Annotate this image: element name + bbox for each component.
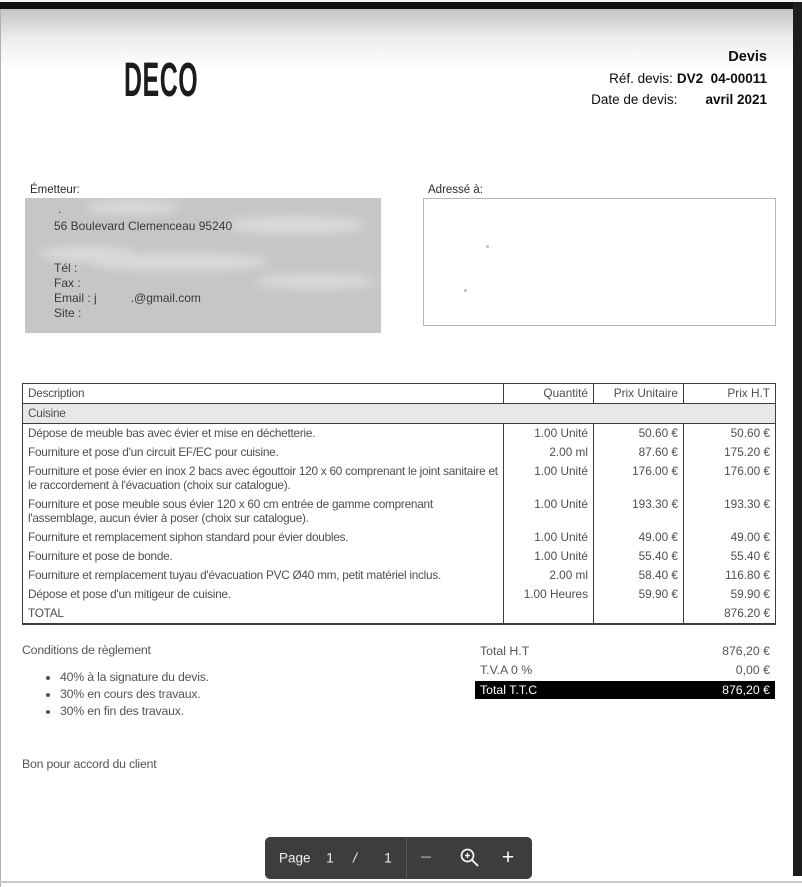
total-ttc-row [475,681,775,699]
payment-terms [22,643,209,721]
item-unit-price: 87.60 € [594,443,684,462]
table-row [23,585,776,604]
item-unit-price: 49.00 € [594,528,684,547]
item-unit-price: 50.60 € [594,424,684,444]
item-unit-price: 193.30 € [594,495,684,528]
totals-summary [475,641,775,699]
table-header-row [23,384,776,404]
total-ht-row [475,641,775,660]
item-description: Fourniture et remplacement siphon standard pour évier doubles. [28,530,349,544]
item-qty: 1.00 Unité [504,547,594,566]
item-total: 49.00 € [684,528,776,547]
payment-term-item: • 30% en cours des travaux. [60,687,209,701]
tva-value: 0,00 € [735,662,770,677]
item-total: 175.20 € [684,443,776,462]
table-row [23,495,776,528]
total-row-empty [504,604,594,624]
sender-box [25,198,381,333]
sender-address: 56 Boulevard Clemenceau 95240 [54,219,233,233]
table-row [23,462,776,495]
sender-site: Site : [54,306,82,320]
total-pages: 1 [384,850,392,866]
redaction-smudge [225,216,365,234]
total-row-empty [594,604,684,624]
item-description: Fourniture et remplacement tuyau d'évacuation PVC Ø40 mm, petit matériel inclus. [28,568,442,582]
item-unit-price: 55.40 € [594,547,684,566]
sender-fax: Fax : [54,276,81,290]
item-total: 50.60 € [684,424,776,444]
viewport-top-bar [0,2,802,9]
recipient-label: Adressé à: [428,184,483,196]
quote-items-table [22,383,776,625]
recipient-box [423,198,776,326]
reference-value: DV2 04-00011 [676,71,767,86]
item-description: Fourniture et pose de bonde. [28,549,173,563]
scrollbar[interactable] [793,2,802,876]
total-ttc-value: 876,20 € [722,683,770,697]
redaction-smudge [90,253,270,271]
item-unit-price: 176.00 € [594,462,684,495]
tva-label: T.V.A 0 % [480,662,533,677]
total-ttc-label: Total T.T.C [480,683,538,697]
table-row [23,424,776,444]
table-row [23,566,776,585]
total-ht-label: Total H.T [480,643,530,658]
total-row-label: TOTAL [28,606,64,620]
payment-term-item: • 30% en fin des travaux. [60,704,209,718]
payment-terms-title: Conditions de règlement [22,643,151,657]
col-unit-price: Prix Unitaire [594,384,684,404]
item-qty: 1.00 Unité [504,424,594,444]
date-line [591,89,767,110]
col-total-price: Prix H.T [684,384,776,404]
item-qty: 2.00 ml [504,443,594,462]
payment-term-item: • 40% à la signature du devis. [60,670,209,684]
table-row [23,528,776,547]
section-row [23,404,776,424]
page-separator: / [353,850,357,866]
item-total: 116.80 € [684,566,776,585]
sender-label: Émetteur: [30,184,80,196]
current-page-field[interactable]: 1 [326,850,334,866]
col-description: Description [23,384,504,404]
reference-line [591,68,767,89]
sender-name-dot: . [58,202,62,216]
zoom-in-icon[interactable]: + [501,846,515,869]
table-total-row [23,604,776,624]
document-header [591,47,767,110]
item-qty: 1.00 Unité [504,462,594,495]
faint-mark [464,289,467,292]
tva-row [475,660,775,679]
date-label: Date de devis: [591,92,678,107]
item-qty: 1.00 Unité [504,528,594,547]
reference-label: Réf. devis: [609,71,673,86]
date-value: avril 2021 [705,92,767,107]
total-row-amount: 876.20 € [684,604,776,624]
table-row [23,443,776,462]
viewer-toolbar [265,837,532,879]
item-total: 59.90 € [684,585,776,604]
item-total: 176.00 € [684,462,776,495]
item-description: Fourniture et pose meuble sous évier 120 x 60 cm entrée de gamme comprenant l'assemblage, aucun évier à poser (choix sur catalogue). [28,497,433,525]
item-description: Fourniture et pose d'un circuit EF/EC pour cuisine. [28,445,279,459]
item-unit-price: 59.90 € [594,585,684,604]
item-qty: 1.00 Heures [504,585,594,604]
document-type-title: Devis [728,49,767,65]
item-total: 55.40 € [684,547,776,566]
sender-email-domain: .@gmail.com [130,291,201,305]
toolbar-divider [406,837,407,879]
item-total: 193.30 € [684,495,776,528]
payment-terms-list [60,670,209,718]
redaction-smudge [255,274,375,289]
item-qty: 1.00 Unité [504,495,594,528]
section-label: Cuisine [23,404,776,424]
zoom-out-icon[interactable]: − [419,846,433,869]
col-quantity: Quantité [504,384,594,404]
item-unit-price: 58.40 € [594,566,684,585]
sender-email-start: Email : j [54,291,97,305]
item-description: Dépose et pose d'un mitigeur de cuisine. [28,587,231,601]
viewport-left-edge [0,9,1,887]
redaction-smudge [85,200,180,214]
viewport-bottom-edge [0,881,802,883]
item-description: Dépose de meuble bas avec évier et mise en déchetterie. [28,426,316,440]
item-description: Fourniture et pose évier en inox 2 bacs avec égouttoir 120 x 60 comprenant le joint sanitaire et le raccordement à l'évacuation (choix sur catalogue). [28,464,498,492]
client-approval-note: Bon pour accord du client [22,757,157,771]
magnifier-zoom-icon[interactable] [457,847,483,869]
sender-tel: Tél : [54,261,78,275]
total-ht-value: 876,20 € [722,643,770,658]
page-label: Page [279,850,311,866]
table-row [23,547,776,566]
company-logo: DECO [124,54,199,107]
faint-mark [486,245,489,248]
sender-email [54,291,201,305]
item-qty: 2.00 ml [504,566,594,585]
